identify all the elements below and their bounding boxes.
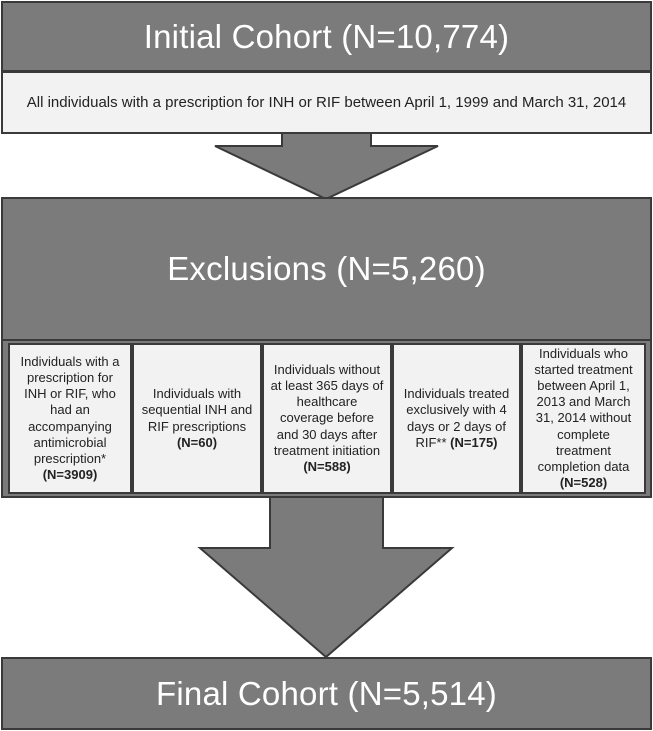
initial-cohort-description: All individuals with a prescription for INH or RIF between April 1, 1999 and March 31, 2014 <box>26 93 627 111</box>
exclusion-text-5: Individuals who started treatment between April 1, 2013 and March 31, 2014 without complete treatment completion data <box>534 345 633 474</box>
initial-cohort-header <box>1 1 652 72</box>
exclusion-count-4: (N=175) <box>450 434 498 450</box>
exclusions-header <box>1 197 652 341</box>
arrow-initial-to-exclusions <box>215 132 438 199</box>
exclusions-title: Exclusions (N=5,260) <box>167 250 486 287</box>
exclusion-cell-4 <box>392 343 521 494</box>
arrow-exclusions-to-final <box>200 495 452 657</box>
initial-cohort-title: Initial Cohort (N=10,774) <box>143 17 510 55</box>
initial-cohort-description-box <box>1 71 652 134</box>
exclusion-text-2: Individuals with sequential INH and RIF prescriptions <box>141 386 253 434</box>
exclusion-cell-3 <box>262 343 392 494</box>
final-cohort-title: Final Cohort (N=5,514) <box>156 674 497 712</box>
exclusion-text-4: Individuals treated exclusively with 4 days or 2 days of RIF** <box>403 386 510 450</box>
exclusion-text-3: Individuals without at least 365 days of healthcare coverage before and 30 days after treatment initiation <box>270 361 384 458</box>
exclusion-cell-5 <box>521 343 646 494</box>
exclusion-count-1: (N=3909) <box>42 467 98 483</box>
exclusion-count-3: (N=588) <box>303 459 351 474</box>
exclusion-text-1: Individuals with a prescription for INH or RIF, who had an accompanying antimicrobial prescription* <box>20 353 120 466</box>
exclusion-count-2: (N=60) <box>176 434 218 450</box>
exclusion-cell-2 <box>132 343 262 494</box>
exclusion-count-5: (N=528) <box>559 475 608 491</box>
final-cohort-header <box>1 657 652 730</box>
exclusion-cell-1 <box>8 343 132 494</box>
